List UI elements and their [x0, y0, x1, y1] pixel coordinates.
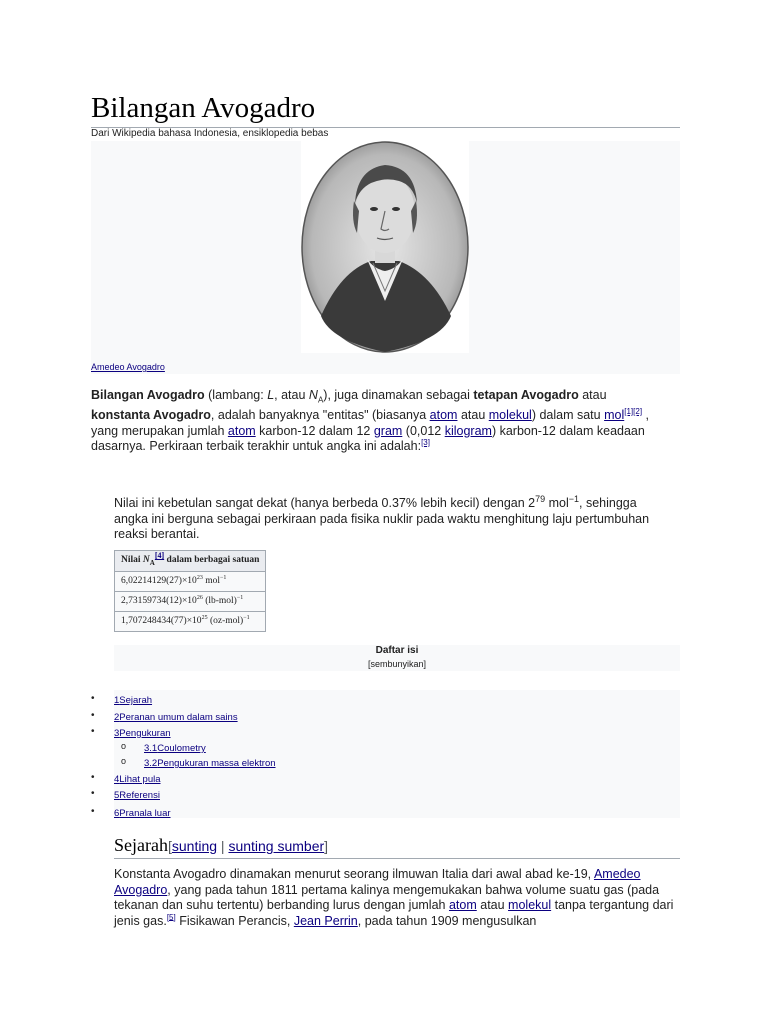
values-table-row: [115, 611, 266, 631]
toc-num: 3.2: [144, 758, 158, 769]
toc-header: [114, 645, 680, 671]
toc-num: 5: [114, 790, 120, 801]
text: atau: [457, 408, 489, 422]
toc-label: Lihat pula: [119, 774, 161, 785]
symbol-n: N: [308, 388, 318, 402]
symbol-n: N: [142, 555, 150, 565]
text: mol: [545, 496, 569, 510]
link-atom[interactable]: atom: [448, 898, 477, 912]
exponent: −1: [236, 595, 244, 602]
text: dalam berbagai satuan: [164, 555, 260, 565]
text: (lambang:: [204, 388, 268, 402]
text: atau: [476, 898, 509, 912]
exponent: 23: [196, 575, 203, 582]
text: 2,73159734(12)×10: [121, 596, 197, 607]
toc-label: Coulometry: [157, 743, 206, 754]
link-jean-perrin[interactable]: Jean Perrin: [293, 913, 358, 928]
toc-item-lihat-pula[interactable]: [114, 774, 161, 785]
text: (oz-mol): [207, 616, 244, 627]
toc-num: 1: [114, 695, 120, 706]
toc-num: 4: [114, 774, 120, 785]
link-molekul[interactable]: molekul: [508, 898, 552, 912]
values-table-row: [115, 591, 266, 611]
link-molekul[interactable]: molekul: [488, 408, 532, 422]
heading-text: Sejarah: [114, 835, 168, 855]
link-atom[interactable]: atom: [429, 408, 458, 422]
toc-label: Pranala luar: [119, 808, 171, 819]
bracket: [: [167, 838, 172, 854]
toc-label: Pengukuran: [119, 728, 171, 739]
text: , yang merupakan jumlah: [91, 408, 650, 438]
values-table-header: [115, 551, 266, 572]
symbol-l: L: [267, 388, 275, 402]
ref-link[interactable]: [3]: [421, 437, 430, 447]
bullet-icon: •: [91, 693, 95, 704]
edit-link[interactable]: sunting: [171, 838, 218, 854]
bullet-icon: •: [91, 806, 95, 817]
bullet-icon: •: [91, 710, 95, 721]
text: ) karbon-12 dalam keadaan dasarnya. Perkiraan terbaik terakhir untuk angka ini adalah:: [91, 423, 645, 453]
toc-label: Sejarah: [119, 695, 153, 706]
text: , atau: [274, 388, 309, 402]
text: atau: [578, 388, 607, 402]
toc-num: 3.1: [144, 743, 158, 754]
toc-item-coulometry[interactable]: [144, 743, 206, 754]
bullet-icon: •: [91, 726, 95, 737]
portrait-image[interactable]: [301, 141, 469, 353]
toc-label: Peranan umum dalam sains: [119, 712, 238, 723]
toc-num: 3: [114, 728, 120, 739]
exponent: 26: [196, 595, 203, 602]
text: Konstanta Avogadro dinamakan menurut seorang ilmuwan Italia dari awal abad ke-19,: [114, 867, 594, 881]
toc-item-referensi[interactable]: [114, 790, 160, 801]
sub-bullet-icon: o: [121, 741, 127, 751]
toc-item-pengukuran[interactable]: [114, 728, 171, 739]
text: (0,012: [402, 423, 445, 438]
separator: |: [217, 838, 229, 854]
toc-item-massa-elektron[interactable]: [144, 758, 276, 769]
bullet-icon: •: [91, 772, 95, 783]
sejarah-paragraph: [114, 867, 680, 929]
page-title: Bilangan Avogadro: [91, 92, 680, 128]
text: 1,707248434(77)×10: [121, 616, 202, 627]
toc-label: Referensi: [119, 790, 160, 801]
text: karbon-12 dalam 12: [255, 423, 374, 438]
values-table: [114, 550, 266, 632]
toc-toggle-button[interactable]: [sembunyikan]: [367, 659, 427, 669]
toc-list: [114, 690, 680, 818]
toc-item-pranala-luar[interactable]: [114, 808, 171, 819]
bullet-icon: •: [91, 788, 95, 799]
edit-source-link[interactable]: sunting sumber: [228, 838, 325, 854]
exponent: −1: [568, 493, 580, 504]
intro-paragraph: [91, 388, 651, 455]
link-atom[interactable]: atom: [227, 423, 256, 438]
note-paragraph: [114, 493, 670, 543]
text: tanpa tergantung dari jenis gas.: [114, 898, 674, 928]
page-subtitle: Dari Wikipedia bahasa Indonesia, ensiklopedia bebas: [91, 128, 329, 139]
bold-term: tetapan Avogadro: [473, 388, 579, 402]
exponent: 25: [201, 615, 208, 622]
exponent: 79: [535, 493, 546, 504]
text: , pada tahun 1909 mengusulkan: [357, 913, 537, 928]
edit-links: [168, 838, 328, 854]
ref-link[interactable]: [2]: [633, 406, 643, 416]
exponent: −1: [219, 575, 227, 582]
text: (lb-mol): [202, 596, 237, 607]
text: , adalah banyaknya "entitas" (biasanya: [210, 408, 430, 422]
ref-link[interactable]: [1]: [624, 406, 634, 416]
bold-term: Bilangan Avogadro: [91, 388, 205, 402]
toc-item-sejarah[interactable]: [114, 695, 152, 706]
text: , yang pada tahun 1811 pertama kalinya mengemukakan bahwa volume suatu gas (pada tekanan dan suhu tertentu) berbanding lurus dengan jumlah: [114, 882, 660, 912]
toc-num: 6: [114, 808, 120, 819]
link-mol[interactable]: mol: [604, 408, 625, 422]
ref-link[interactable]: [4]: [154, 550, 165, 560]
toc-item-peranan[interactable]: [114, 712, 238, 723]
bold-term: konstanta Avogadro: [91, 408, 211, 422]
link-amedeo-avogadro[interactable]: Amedeo Avogadro: [114, 867, 641, 897]
section-heading-sejarah: [114, 835, 680, 859]
text: ) dalam satu: [531, 408, 605, 422]
symbol-sub: A: [149, 558, 155, 567]
text: , sehingga angka ini berguna sebagai perkiraan pada fisika nuklir pada waktu menghitung laju pertumbuhan reaksi berantai.: [114, 496, 650, 541]
text: Nilai: [121, 555, 143, 565]
infobox-caption-link[interactable]: Amedeo Avogadro: [91, 362, 165, 372]
symbol-sub: A: [317, 395, 324, 405]
link-gram[interactable]: gram: [373, 423, 403, 438]
exponent: −1: [243, 615, 250, 622]
text: 6,02214129(27)×10: [121, 576, 197, 587]
link-kilogram[interactable]: kilogram: [444, 423, 492, 438]
ref-link[interactable]: [5]: [166, 912, 176, 922]
bracket: ]: [324, 838, 329, 854]
text: Nilai ini kebetulan sangat dekat (hanya berbeda 0.37% lebih kecil) dengan 2: [114, 496, 536, 510]
toc-label: Pengukuran massa elektron: [157, 758, 276, 769]
toc-title: Daftar isi: [375, 645, 419, 656]
text: Fisikawan Perancis,: [175, 913, 294, 928]
sub-bullet-icon: o: [121, 756, 127, 766]
text: mol: [202, 576, 220, 587]
toc-num: 2: [114, 712, 120, 723]
values-table-row: [115, 571, 266, 591]
infobox: [91, 141, 680, 374]
text: ), juga dinamakan sebagai: [323, 388, 474, 402]
